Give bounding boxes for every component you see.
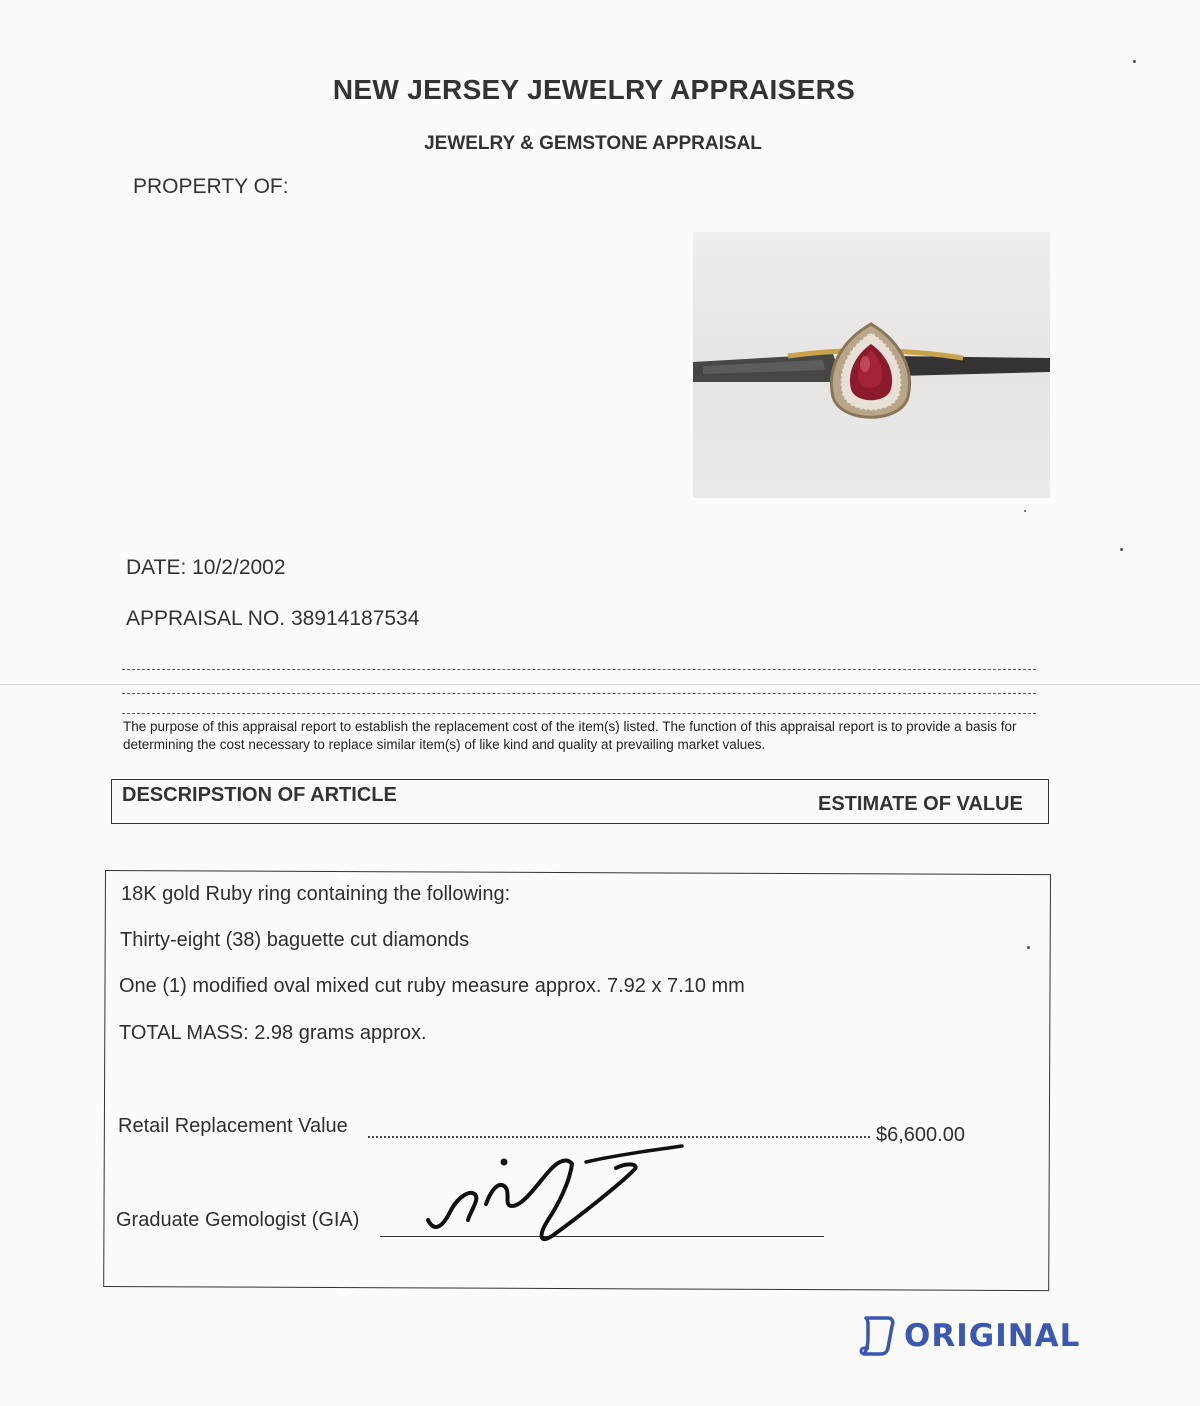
description-line: One (1) modified oval mixed cut ruby measure approx. 7.92 x 7.10 mm (119, 975, 745, 997)
appraisal-date: DATE: 10/2/2002 (126, 556, 286, 579)
paper-speck (1027, 946, 1030, 949)
paper-fold-line (0, 684, 1200, 685)
document-stamp-icon (858, 1314, 898, 1358)
description-line: 18K gold Ruby ring containing the following: (121, 883, 511, 905)
dashed-separator (122, 713, 1036, 714)
property-of-label: PROPERTY OF: (133, 175, 289, 198)
paper-speck (1133, 60, 1136, 63)
retail-value-amount: $6,600.00 (876, 1124, 965, 1146)
value-header: ESTIMATE OF VALUE (818, 793, 1023, 815)
gemologist-label: Graduate Gemologist (GIA) (116, 1209, 360, 1231)
original-stamp (858, 1312, 1080, 1360)
dashed-separator (122, 693, 1036, 694)
paper-speck (1024, 510, 1026, 512)
description-line: TOTAL MASS: 2.98 grams approx. (119, 1022, 427, 1044)
description-line: Thirty-eight (38) baguette cut diamonds (120, 929, 470, 951)
paper-speck (1120, 548, 1123, 551)
ring-photo (693, 232, 1050, 498)
document-subtitle: JEWELRY & GEMSTONE APPRAISAL (424, 133, 762, 154)
dashed-separator (122, 669, 1036, 670)
appraisal-number: APPRAISAL NO. 38914187534 (126, 607, 420, 630)
retail-value-label: Retail Replacement Value (118, 1115, 348, 1137)
description-header: DESCRIPSTION OF ARTICLE (122, 784, 397, 806)
original-stamp-label: ORIGINAL (904, 1318, 1081, 1354)
company-name: NEW JERSEY JEWELRY APPRAISERS (332, 74, 856, 105)
purpose-statement: The purpose of this appraisal report to establish the replacement cost of the item(s) listed. The function of this appraisal report is to provide a basis for determining the cost necessary to replace similar item(s) of like kind and quality at prevailing market values. (123, 719, 1017, 752)
gemologist-signature (420, 1140, 700, 1250)
dotted-leader (368, 1136, 870, 1138)
